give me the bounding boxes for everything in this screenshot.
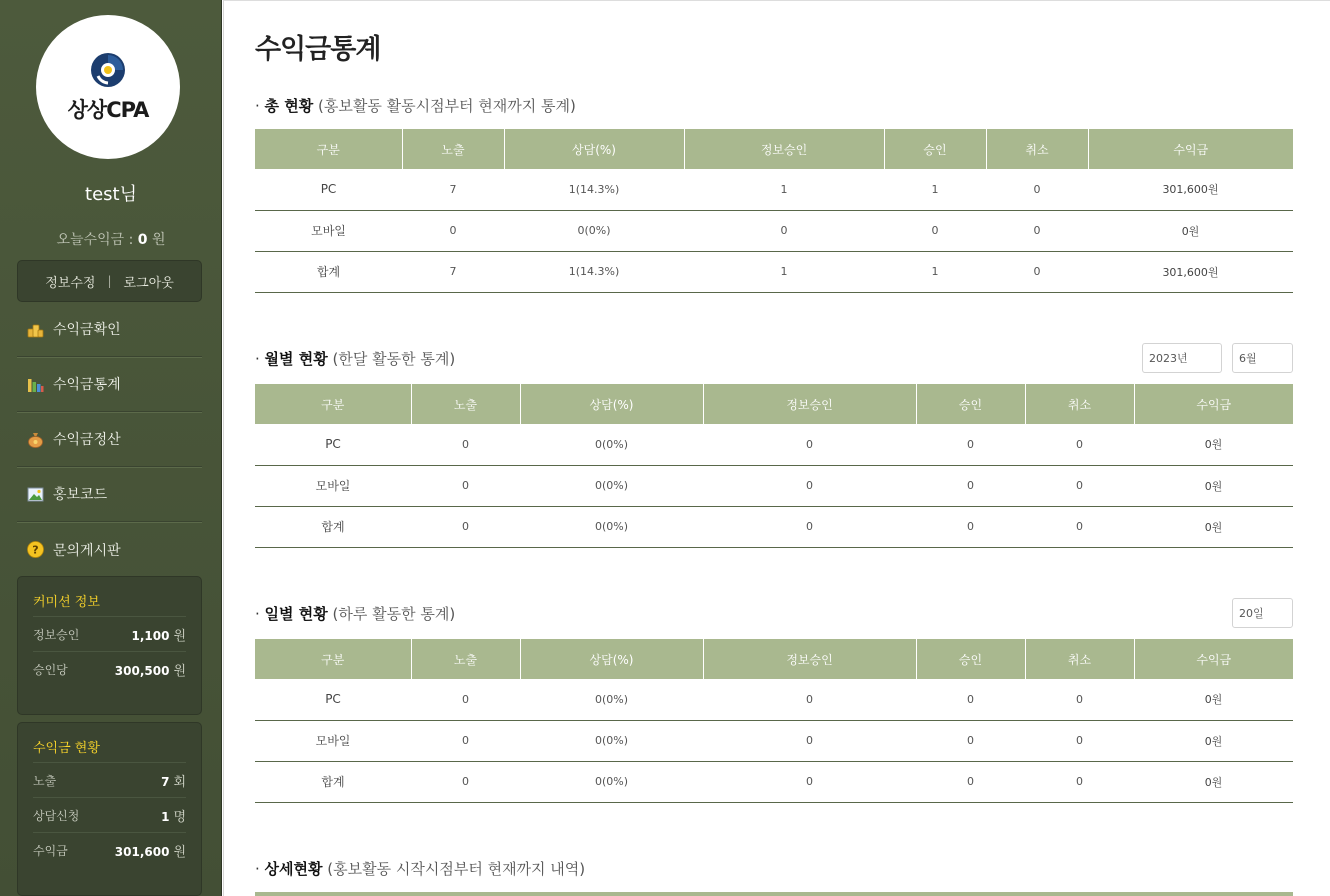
today-revenue: [0, 229, 222, 249]
column-header: 정보승인: [703, 384, 916, 424]
table-cell: 0(0%): [520, 506, 703, 547]
table-row: [255, 169, 1293, 210]
column-header: 취소: [1025, 384, 1134, 424]
section-bullet: ·: [255, 605, 265, 623]
table-cell: 0: [916, 424, 1025, 465]
section-title-total: [255, 95, 576, 116]
table-cell: 0: [1025, 465, 1134, 506]
revenue-row: [33, 797, 186, 832]
section-title-text: 총 현황: [264, 97, 314, 115]
today-revenue-unit: 원: [147, 232, 166, 248]
table-cell: 0: [703, 424, 916, 465]
table-cell: 7: [402, 251, 504, 292]
row-label-cell: 합계: [255, 506, 411, 547]
daily-stats-table: [255, 639, 1293, 803]
commission-info-box: [17, 576, 202, 715]
section-bullet: ·: [255, 350, 265, 368]
commission-row-value: 1,100: [131, 628, 170, 643]
row-label-cell: 합계: [255, 251, 402, 292]
section-subtitle: (하루 활동한 통계): [327, 605, 456, 623]
section-bullet: ·: [255, 860, 265, 878]
table-cell: 0: [703, 506, 916, 547]
column-header: 수익금: [1134, 384, 1293, 424]
table-row: [255, 506, 1293, 547]
table-cell: 0: [884, 210, 986, 251]
column-header: 노출: [411, 384, 520, 424]
table-cell: 0: [703, 679, 916, 720]
section-title-detail: [255, 858, 585, 879]
sidebar: [0, 0, 222, 896]
commission-row-unit: 원: [173, 628, 186, 644]
section-bullet: ·: [255, 97, 265, 115]
table-cell: 1: [884, 251, 986, 292]
coins-icon: [27, 321, 44, 338]
column-header: 취소: [986, 129, 1088, 169]
revenue-row-label: 노출: [33, 773, 57, 788]
table-cell: 0: [986, 169, 1088, 210]
commission-row: [33, 616, 186, 651]
revenue-row-label: 수익금: [33, 843, 68, 858]
revenue-row-value: 7: [161, 774, 170, 789]
table-row: [255, 210, 1293, 251]
table-cell: 0원: [1134, 679, 1293, 720]
table-row: [255, 465, 1293, 506]
revenue-row-value: 1: [161, 809, 170, 824]
logout-link[interactable]: 로그아웃: [123, 275, 174, 291]
sidebar-item-inquiry-board[interactable]: [17, 522, 202, 577]
row-label-cell: PC: [255, 679, 411, 720]
table-cell: 0: [1025, 761, 1134, 802]
column-header: 정보승인: [703, 639, 916, 679]
table-row: [255, 424, 1293, 465]
sidebar-item-revenue-settlement[interactable]: [17, 412, 202, 467]
table-cell: 0(0%): [520, 424, 703, 465]
revenue-status-title: 수익금 현황: [33, 741, 100, 756]
section-title-text: 일별 현황: [264, 605, 328, 623]
row-label-cell: PC: [255, 169, 402, 210]
section-subtitle: (한달 활동한 통계): [327, 350, 456, 368]
revenue-row: [33, 832, 186, 867]
bar-chart-icon: [27, 376, 44, 393]
table-cell: 1: [884, 169, 986, 210]
main-content: [223, 0, 1330, 896]
column-header: 구분: [255, 384, 411, 424]
row-label-cell: PC: [255, 424, 411, 465]
row-label-cell: 모바일: [255, 210, 402, 251]
column-header: 상담(%): [520, 639, 703, 679]
column-header: 정보승인: [684, 129, 884, 169]
table-cell: 0: [916, 720, 1025, 761]
page-title: 수익금통계: [255, 34, 381, 65]
column-header: 승인: [884, 129, 986, 169]
table-cell: 0원: [1134, 465, 1293, 506]
commission-title: 커미션 정보: [33, 595, 100, 610]
month-select[interactable]: 6월: [1232, 343, 1293, 373]
logo-text: 상상CPA: [67, 98, 149, 122]
sidebar-item-label: 수익금정산: [53, 432, 121, 448]
sidebar-item-revenue-stats[interactable]: [17, 357, 202, 412]
column-header: 노출: [402, 129, 504, 169]
logo[interactable]: [36, 15, 180, 159]
table-cell: 1: [684, 169, 884, 210]
column-header: 취소: [1025, 639, 1134, 679]
username: test님: [85, 184, 137, 205]
section-subtitle: (홍보활동 시작시점부터 현재까지 내역): [322, 860, 586, 878]
table-cell: 301,600원: [1088, 251, 1293, 292]
table-cell: 0: [411, 465, 520, 506]
section-title-daily: [255, 603, 455, 624]
table-cell: 0: [916, 679, 1025, 720]
table-cell: 0(0%): [520, 465, 703, 506]
table-cell: 0원: [1134, 720, 1293, 761]
table-cell: 0: [916, 506, 1025, 547]
column-header: 승인: [916, 384, 1025, 424]
revenue-row-unit: 회: [173, 774, 186, 790]
table-cell: 0: [986, 210, 1088, 251]
table-cell: 301,600원: [1088, 169, 1293, 210]
table-cell: 0: [402, 210, 504, 251]
column-header: 수익금: [1134, 639, 1293, 679]
sidebar-menu: [17, 302, 202, 577]
account-separator: |: [107, 274, 112, 288]
table-row: [255, 720, 1293, 761]
table-cell: 0원: [1088, 210, 1293, 251]
logo-mark-icon: [88, 50, 128, 90]
question-icon: [27, 541, 44, 558]
table-cell: 0: [916, 761, 1025, 802]
revenue-status-box: [17, 722, 202, 896]
table-cell: 0(0%): [504, 210, 684, 251]
section-subtitle: (홍보활동 활동시점부터 현재까지 통계): [313, 97, 576, 115]
section-title-text: 월별 현황: [264, 350, 328, 368]
commission-row-unit: 원: [173, 663, 186, 679]
row-label-cell: 모바일: [255, 465, 411, 506]
table-cell: 0원: [1134, 506, 1293, 547]
table-cell: 0(0%): [520, 679, 703, 720]
table-row: [255, 679, 1293, 720]
detail-table-header: [255, 892, 1293, 896]
column-header: 수익금: [1088, 129, 1293, 169]
sidebar-item-promo-code[interactable]: [17, 467, 202, 522]
table-row: [255, 251, 1293, 292]
table-cell: 0원: [1134, 424, 1293, 465]
table-cell: 0(0%): [520, 720, 703, 761]
image-icon: [27, 486, 44, 503]
revenue-row-unit: 원: [173, 844, 186, 860]
table-cell: 0: [986, 251, 1088, 292]
account-box: [17, 260, 202, 302]
table-cell: 0: [916, 465, 1025, 506]
revenue-row-value: 301,600: [114, 844, 170, 859]
table-cell: 7: [402, 169, 504, 210]
table-cell: 1: [684, 251, 884, 292]
column-header: 구분: [255, 639, 411, 679]
money-bag-icon: [27, 431, 44, 448]
commission-row: [33, 651, 186, 686]
revenue-row-unit: 명: [173, 809, 186, 825]
table-cell: 0: [684, 210, 884, 251]
sidebar-item-revenue-check[interactable]: [17, 302, 202, 357]
commission-row-value: 300,500: [114, 663, 170, 678]
column-header: 상담(%): [520, 384, 703, 424]
table-cell: 0: [703, 761, 916, 802]
table-cell: 0: [703, 465, 916, 506]
today-revenue-label: 오늘수익금 :: [56, 232, 138, 248]
table-cell: 0: [411, 761, 520, 802]
sidebar-item-label: 수익금확인: [53, 322, 121, 338]
monthly-stats-table: [255, 384, 1293, 548]
table-cell: 0: [1025, 506, 1134, 547]
table-cell: 1(14.3%): [504, 169, 684, 210]
table-cell: 0: [411, 506, 520, 547]
day-select[interactable]: 20일: [1232, 598, 1293, 628]
table-cell: 0(0%): [520, 761, 703, 802]
table-cell: 0: [1025, 424, 1134, 465]
table-cell: 0: [411, 424, 520, 465]
today-revenue-value: 0: [137, 232, 148, 248]
row-label-cell: 모바일: [255, 720, 411, 761]
table-cell: 0: [411, 720, 520, 761]
commission-row-label: 승인당: [33, 662, 68, 677]
year-select[interactable]: 2023년: [1142, 343, 1222, 373]
column-header: 노출: [411, 639, 520, 679]
column-header: 구분: [255, 129, 402, 169]
revenue-row: [33, 762, 186, 797]
svg-text:?: ?: [32, 543, 39, 557]
column-header: 승인: [916, 639, 1025, 679]
section-title-monthly: [255, 348, 455, 369]
table-cell: 0: [1025, 720, 1134, 761]
column-header: 상담(%): [504, 129, 684, 169]
table-cell: 0: [703, 720, 916, 761]
sidebar-item-label: 홍보코드: [53, 487, 108, 503]
revenue-row-label: 상담신청: [33, 808, 80, 823]
sidebar-item-label: 수익금통계: [53, 377, 121, 393]
edit-info-link[interactable]: 정보수정: [45, 275, 96, 291]
sidebar-item-label: 문의게시판: [53, 542, 121, 559]
table-cell: 0원: [1134, 761, 1293, 802]
row-label-cell: 합계: [255, 761, 411, 802]
table-row: [255, 761, 1293, 802]
table-cell: 0: [1025, 679, 1134, 720]
total-stats-table: [255, 129, 1293, 293]
section-title-text: 상세현황: [264, 860, 323, 878]
table-cell: 1(14.3%): [504, 251, 684, 292]
table-cell: 0: [411, 679, 520, 720]
commission-row-label: 정보승인: [33, 627, 80, 642]
